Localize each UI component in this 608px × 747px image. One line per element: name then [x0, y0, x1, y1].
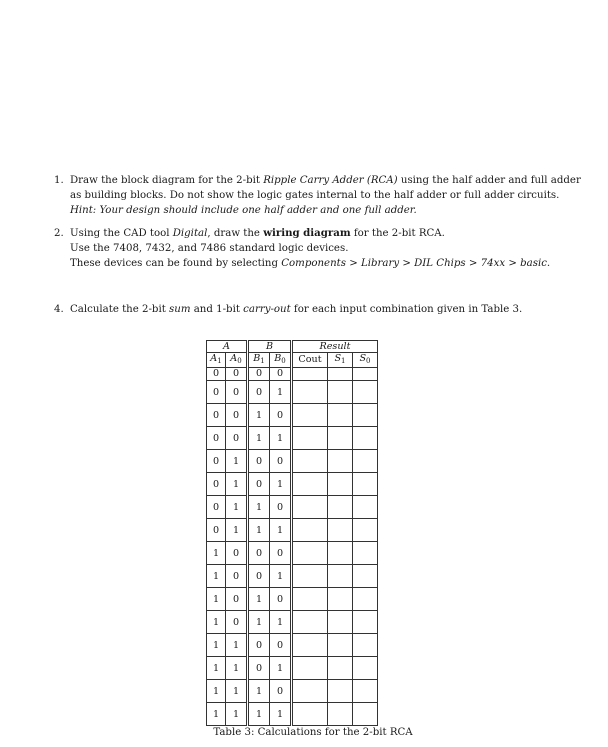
cell-cout-blank[interactable]: [292, 427, 328, 450]
cell-s0-blank[interactable]: [353, 680, 378, 703]
cell-b1: 1: [248, 496, 270, 519]
cell-b1: 1: [248, 427, 270, 450]
table-row: [207, 565, 378, 588]
table-row: [207, 519, 378, 542]
cell-a1: 1: [207, 588, 226, 611]
cell-a0: 0: [226, 381, 248, 404]
cell-cout-blank[interactable]: [292, 588, 328, 611]
cell-b1: 0: [248, 381, 270, 404]
cell-cout-blank[interactable]: [292, 381, 328, 404]
table-row: [207, 381, 378, 404]
group-a-header: A: [207, 341, 248, 353]
cell-s0-blank[interactable]: [353, 427, 378, 450]
cell-s1-blank[interactable]: [328, 657, 353, 680]
table-column-header-row: [207, 353, 378, 368]
question-1-number: 1.: [54, 175, 64, 186]
group-result-header: Result: [292, 341, 378, 353]
cell-b1: 0: [248, 473, 270, 496]
group-b-header: B: [248, 341, 292, 353]
question-4: [54, 302, 594, 317]
q1-text-a: Draw the block diagram for the 2-bit: [70, 175, 264, 186]
cell-b0: 1: [270, 473, 292, 496]
cell-b0: 1: [270, 519, 292, 542]
question-1: [54, 173, 594, 218]
cell-s1-blank[interactable]: [328, 542, 353, 565]
cell-s0-blank[interactable]: [353, 450, 378, 473]
cell-s0-blank[interactable]: [353, 588, 378, 611]
cell-a0: 0: [226, 427, 248, 450]
cell-a0: 0: [226, 404, 248, 427]
cell-s0-blank[interactable]: [353, 657, 378, 680]
q2-text-c: for the 2-bit RCA.: [350, 228, 445, 239]
cell-s1-blank[interactable]: [328, 565, 353, 588]
question-1-line-2: as building blocks. Do not show the logic gates internal to the half adder or full adder circuits.: [70, 190, 560, 201]
cell-cout-blank[interactable]: [292, 450, 328, 473]
cell-cout-blank[interactable]: [292, 368, 328, 381]
cell-s0-blank[interactable]: [353, 381, 378, 404]
cell-s1-blank[interactable]: [328, 473, 353, 496]
cell-a0: 0: [226, 565, 248, 588]
cell-a0: 1: [226, 450, 248, 473]
cell-cout-blank[interactable]: [292, 496, 328, 519]
cell-s1-blank[interactable]: [328, 381, 353, 404]
cell-s0-blank[interactable]: [353, 611, 378, 634]
question-2-number: 2.: [54, 228, 64, 239]
cell-a0: 1: [226, 657, 248, 680]
q2-text-italic: Digital: [172, 228, 208, 239]
question-1-hint: Hint: Your design should include one half adder and one full adder.: [70, 205, 417, 216]
cell-s1-blank[interactable]: [328, 368, 353, 381]
cell-s1-blank[interactable]: [328, 703, 353, 726]
cell-a0: 0: [226, 588, 248, 611]
table-row: [207, 542, 378, 565]
cell-s0-blank[interactable]: [353, 542, 378, 565]
question-1-line-1: [70, 173, 594, 188]
cell-a1: 1: [207, 611, 226, 634]
cell-b0: 1: [270, 611, 292, 634]
cell-a0: 1: [226, 519, 248, 542]
q2-menu-path: Components > Library > DIL Chips > 74xx > basic.: [281, 258, 551, 269]
cell-a0: 0: [226, 611, 248, 634]
cell-s1-blank[interactable]: [328, 450, 353, 473]
cell-cout-blank[interactable]: [292, 473, 328, 496]
table-caption: Table 3: Calculations for the 2-bit RCA: [213, 727, 413, 738]
question-4-number: 4.: [54, 304, 64, 315]
cell-a0: 1: [226, 634, 248, 657]
cell-b0: 0: [270, 680, 292, 703]
cell-b1: 1: [248, 703, 270, 726]
cell-a1: 0: [207, 450, 226, 473]
cell-s1-blank[interactable]: [328, 404, 353, 427]
question-2: [54, 226, 594, 271]
cell-b1: 1: [248, 680, 270, 703]
table-row: [207, 680, 378, 703]
cell-cout-blank[interactable]: [292, 404, 328, 427]
cell-cout-blank[interactable]: [292, 611, 328, 634]
cell-s1-blank[interactable]: [328, 588, 353, 611]
table-body: [207, 368, 378, 726]
cell-a1: 0: [207, 427, 226, 450]
cell-a1: 0: [207, 381, 226, 404]
col-b1-header: $B_1$: [248, 353, 270, 368]
table-row: [207, 634, 378, 657]
cell-b0: 1: [270, 381, 292, 404]
cell-cout-blank[interactable]: [292, 542, 328, 565]
rca-truth-table: [206, 340, 378, 726]
cell-b0: 1: [270, 703, 292, 726]
cell-a0: 1: [226, 496, 248, 519]
q1-text-italic: Ripple Carry Adder (RCA): [263, 175, 398, 186]
cell-b1: 1: [248, 404, 270, 427]
cell-b1: 1: [248, 588, 270, 611]
table-row: [207, 404, 378, 427]
cell-cout-blank[interactable]: [292, 657, 328, 680]
cell-b0: 0: [270, 634, 292, 657]
cell-s0-blank[interactable]: [353, 519, 378, 542]
cell-a1: 0: [207, 519, 226, 542]
cell-a1: 0: [207, 496, 226, 519]
cell-a1: 1: [207, 542, 226, 565]
q2-text-b: , draw the: [207, 228, 264, 239]
cell-a1: 0: [207, 368, 226, 381]
q4-text-a: Calculate the 2-bit: [70, 304, 170, 315]
q4-text-b: and 1-bit: [190, 304, 244, 315]
question-2-line-2: Use the 7408, 7432, and 7486 standard logic devices.: [70, 243, 349, 254]
q2-text-bold: wiring diagram: [263, 227, 351, 239]
cell-b1: 0: [248, 634, 270, 657]
cell-a1: 0: [207, 473, 226, 496]
table-group-header-row: [207, 341, 378, 353]
cell-s0-blank[interactable]: [353, 404, 378, 427]
cell-b1: 0: [248, 542, 270, 565]
cell-s1-blank[interactable]: [328, 634, 353, 657]
cell-a0: 1: [226, 680, 248, 703]
cell-a0: 1: [226, 473, 248, 496]
cell-a1: 1: [207, 657, 226, 680]
cell-s1-blank[interactable]: [328, 496, 353, 519]
col-cout-header: Cout: [292, 353, 328, 368]
cell-b1: 0: [248, 657, 270, 680]
cell-a1: 1: [207, 703, 226, 726]
cell-b1: 0: [248, 450, 270, 473]
q2-text-l3a: These devices can be found by selecting: [70, 258, 282, 269]
table-row: [207, 450, 378, 473]
cell-b1: 0: [248, 368, 270, 381]
table-row: [207, 657, 378, 680]
cell-cout-blank[interactable]: [292, 703, 328, 726]
col-a0-header: $A_0$: [226, 353, 248, 368]
cell-s1-blank[interactable]: [328, 427, 353, 450]
table-row: [207, 427, 378, 450]
cell-b0: 0: [270, 496, 292, 519]
cell-b1: 0: [248, 565, 270, 588]
table-row: [207, 703, 378, 726]
cell-a1: 1: [207, 634, 226, 657]
cell-a1: 1: [207, 680, 226, 703]
q2-text-a: Using the CAD tool: [70, 228, 173, 239]
cell-b0: 1: [270, 427, 292, 450]
table-row: [207, 368, 378, 381]
table-row: [207, 496, 378, 519]
cell-cout-blank[interactable]: [292, 634, 328, 657]
col-s1-header: $S_1$: [328, 353, 353, 368]
cell-b0: 1: [270, 657, 292, 680]
table-row: [207, 473, 378, 496]
rca-table-wrapper: [206, 340, 378, 726]
cell-s1-blank[interactable]: [328, 611, 353, 634]
cell-cout-blank[interactable]: [292, 519, 328, 542]
cell-a1: 1: [207, 565, 226, 588]
cell-s0-blank[interactable]: [353, 634, 378, 657]
question-2-line-3: [70, 256, 594, 271]
q1-text-b: using the half adder and full adder: [397, 175, 581, 186]
cell-s1-blank[interactable]: [328, 680, 353, 703]
question-4-line-1: [70, 302, 594, 317]
q4-text-sum: sum: [169, 304, 191, 315]
cell-a0: 1: [226, 703, 248, 726]
cell-s0-blank[interactable]: [353, 496, 378, 519]
cell-a0: 0: [226, 542, 248, 565]
question-2-line-1: [70, 226, 594, 241]
cell-b0: 0: [270, 368, 292, 381]
q4-text-carry: carry-out: [243, 304, 291, 315]
cell-s1-blank[interactable]: [328, 519, 353, 542]
cell-a0: 0: [226, 368, 248, 381]
cell-s0-blank[interactable]: [353, 565, 378, 588]
cell-b0: 1: [270, 565, 292, 588]
cell-s0-blank[interactable]: [353, 703, 378, 726]
col-s0-header: $S_0$: [353, 353, 378, 368]
cell-b0: 0: [270, 450, 292, 473]
cell-s0-blank[interactable]: [353, 473, 378, 496]
cell-b1: 1: [248, 611, 270, 634]
cell-b0: 0: [270, 588, 292, 611]
cell-s0-blank[interactable]: [353, 368, 378, 381]
cell-b0: 0: [270, 542, 292, 565]
col-a1-header: $A_1$: [207, 353, 226, 368]
table-row: [207, 611, 378, 634]
col-b0-header: $B_0$: [270, 353, 292, 368]
cell-a1: 0: [207, 404, 226, 427]
table-row: [207, 588, 378, 611]
cell-cout-blank[interactable]: [292, 680, 328, 703]
q4-text-c: for each input combination given in Table 3.: [290, 304, 523, 315]
cell-cout-blank[interactable]: [292, 565, 328, 588]
cell-b0: 0: [270, 404, 292, 427]
cell-b1: 1: [248, 519, 270, 542]
